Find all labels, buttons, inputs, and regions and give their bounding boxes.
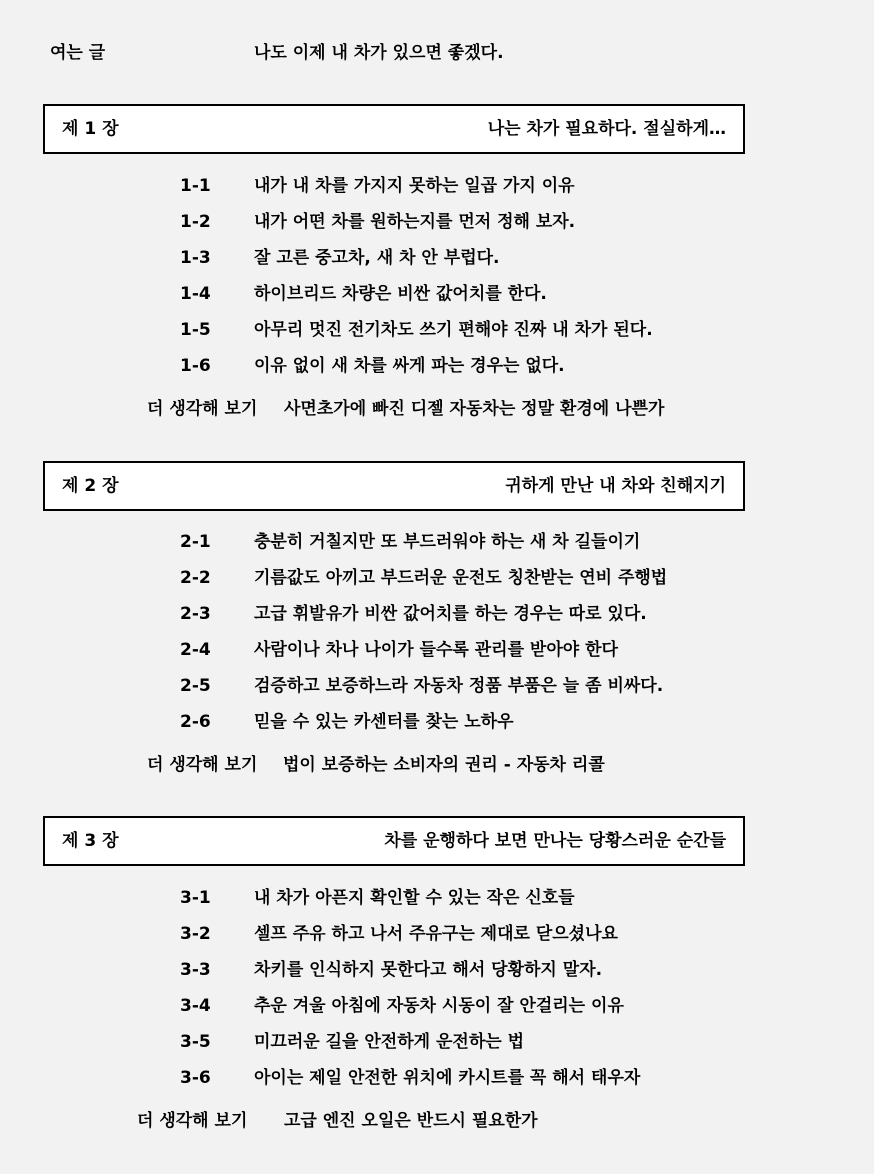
chapter-1-header bbox=[43, 104, 745, 154]
section-title: 추운 겨울 아침에 자동차 시동이 잘 안걸리는 이유 bbox=[254, 996, 624, 1016]
chapter-title: 귀하게 만난 내 차와 친해지기 bbox=[505, 476, 726, 496]
section-number: 1-5 bbox=[180, 320, 211, 340]
section-number: 3-5 bbox=[180, 1032, 211, 1052]
intro-label: 여는 글 bbox=[50, 43, 106, 63]
section-title: 내가 어떤 차를 원하는지를 먼저 정해 보자. bbox=[254, 212, 576, 232]
chapter-title: 차를 운행하다 보면 만나는 당황스러운 순간들 bbox=[384, 831, 726, 851]
section-title: 내 차가 아픈지 확인할 수 있는 작은 신호들 bbox=[254, 888, 575, 908]
section-number: 3-6 bbox=[180, 1068, 211, 1088]
section-title: 충분히 거칠지만 또 부드러워야 하는 새 차 길들이기 bbox=[254, 532, 641, 552]
chapter-label: 제 1 장 bbox=[62, 119, 119, 139]
section-number: 1-4 bbox=[180, 284, 211, 304]
section-number: 3-2 bbox=[180, 924, 211, 944]
section-title: 아이는 제일 안전한 위치에 카시트를 꼭 해서 태우자 bbox=[254, 1068, 641, 1088]
section-number: 2-5 bbox=[180, 676, 211, 696]
section-title: 검증하고 보증하느라 자동차 정품 부품은 늘 좀 비싸다. bbox=[254, 676, 664, 696]
section-title: 이유 없이 새 차를 싸게 파는 경우는 없다. bbox=[254, 356, 565, 376]
section-number: 3-3 bbox=[180, 960, 211, 980]
section-number: 2-2 bbox=[180, 568, 211, 588]
more-label: 더 생각해 보기 bbox=[147, 755, 258, 775]
more-title: 고급 엔진 오일은 반드시 필요한가 bbox=[284, 1111, 538, 1131]
section-title: 잘 고른 중고차, 새 차 안 부럽다. bbox=[254, 248, 500, 268]
section-number: 1-2 bbox=[180, 212, 211, 232]
more-label: 더 생각해 보기 bbox=[147, 399, 258, 419]
section-title: 사람이나 차나 나이가 들수록 관리를 받아야 한다 bbox=[254, 640, 618, 660]
intro-title: 나도 이제 내 차가 있으면 좋겠다. bbox=[254, 43, 504, 63]
more-title: 사면초가에 빠진 디젤 자동차는 정말 환경에 나쁜가 bbox=[284, 399, 665, 419]
chapter-label: 제 2 장 bbox=[62, 476, 119, 496]
section-title: 내가 내 차를 가지지 못하는 일곱 가지 이유 bbox=[254, 176, 575, 196]
section-number: 2-4 bbox=[180, 640, 211, 660]
chapter-2-header bbox=[43, 461, 745, 511]
section-number: 2-6 bbox=[180, 712, 211, 732]
section-number: 1-1 bbox=[180, 176, 211, 196]
section-title: 미끄러운 길을 안전하게 운전하는 법 bbox=[254, 1032, 525, 1052]
section-title: 아무리 멋진 전기차도 쓰기 편해야 진짜 내 차가 된다. bbox=[254, 320, 653, 340]
section-number: 2-1 bbox=[180, 532, 211, 552]
section-title: 고급 휘발유가 비싼 값어치를 하는 경우는 따로 있다. bbox=[254, 604, 647, 624]
section-number: 3-1 bbox=[180, 888, 211, 908]
chapter-label: 제 3 장 bbox=[62, 831, 119, 851]
section-title: 기름값도 아끼고 부드러운 운전도 칭찬받는 연비 주행법 bbox=[254, 568, 668, 588]
section-title: 하이브리드 차량은 비싼 값어치를 한다. bbox=[254, 284, 547, 304]
section-title: 차키를 인식하지 못한다고 해서 당황하지 말자. bbox=[254, 960, 603, 980]
section-title: 셀프 주유 하고 나서 주유구는 제대로 닫으셨나요 bbox=[254, 924, 618, 944]
chapter-3-header bbox=[43, 816, 745, 866]
more-title: 법이 보증하는 소비자의 권리 - 자동차 리콜 bbox=[283, 755, 605, 775]
section-number: 1-3 bbox=[180, 248, 211, 268]
section-number: 3-4 bbox=[180, 996, 211, 1016]
more-label: 더 생각해 보기 bbox=[137, 1111, 248, 1131]
section-number: 2-3 bbox=[180, 604, 211, 624]
chapter-title: 나는 차가 필요하다. 절실하게… bbox=[487, 119, 726, 139]
section-number: 1-6 bbox=[180, 356, 211, 376]
section-title: 믿을 수 있는 카센터를 찾는 노하우 bbox=[254, 712, 514, 732]
